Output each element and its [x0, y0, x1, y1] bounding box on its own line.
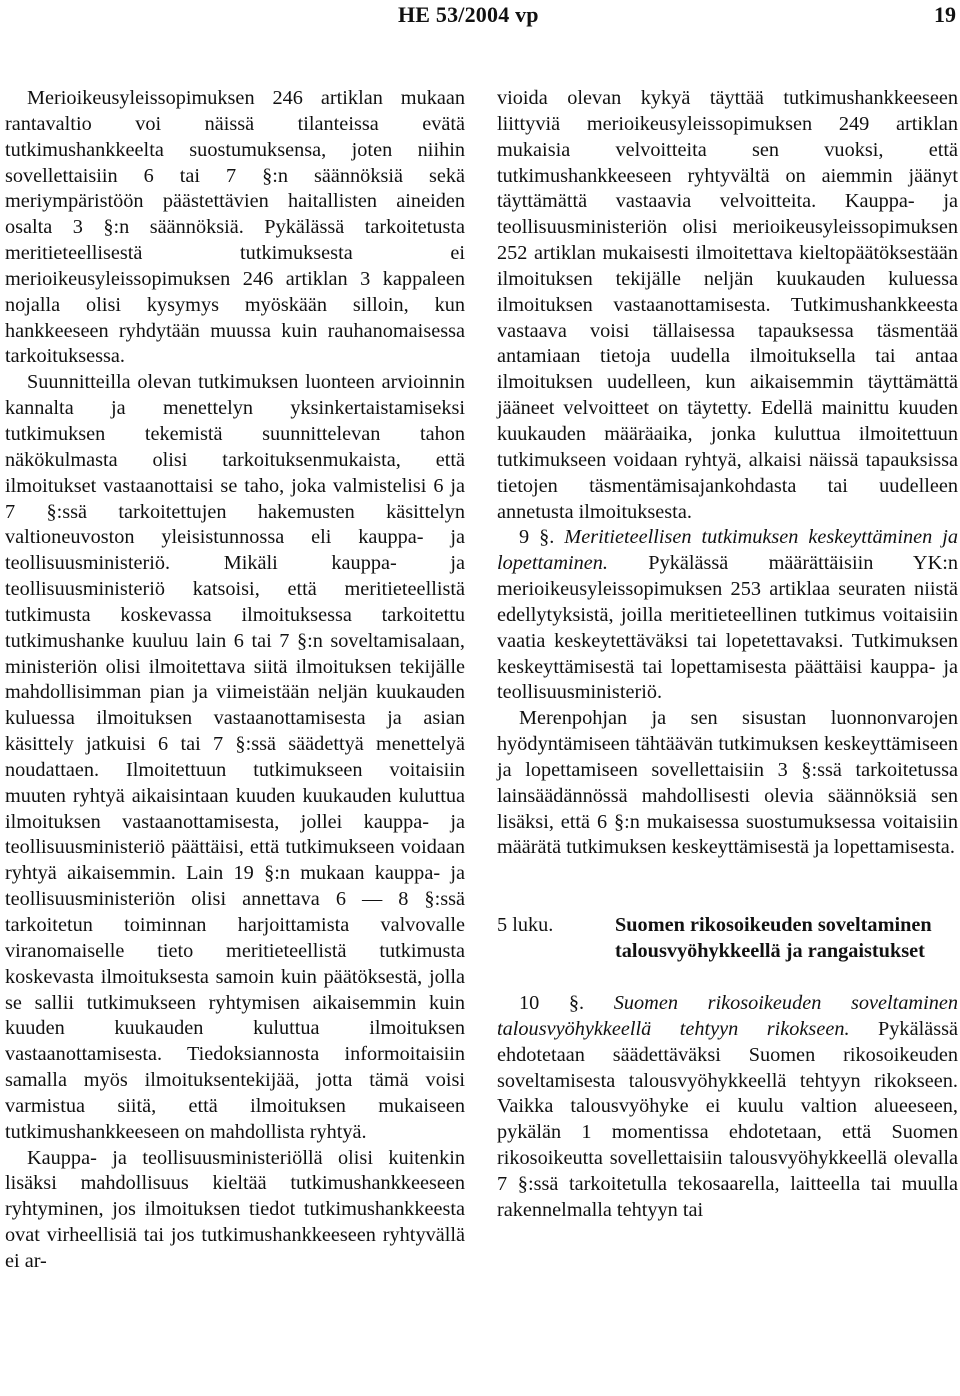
chapter-number: 5 luku.: [497, 914, 554, 937]
page-header: [0, 0, 960, 40]
chapter-title: Suomen rikosoikeuden soveltaminen talousvyöhykkeellä ja rangaistukset: [615, 914, 932, 963]
page-number: 19: [934, 2, 956, 27]
paragraph: Suunnitteilla olevan tutkimuksen luonteen arvioinnin kannalta ja menettelyn yksinkertaistamiseksi tutkimuksen tekemistä suunnittelevan tahon näkökulmasta olisi tarkoituksenmukaista, että ilmoitukset vastaanottaisi se taho, joka valmistelisi 6 ja 7 §:ssä tarkoitettujen hakemusten käsittelyn valtioneuvoston yleisistunnossa eli kauppa- ja teollisuusministeriö. Mikäli kauppa- ja teollisuusministeriö katsoisi, että meritieteellistä tutkimusta koskevassa ilmoituksessa tarkoitettu tutkimushanke kuuluu lain 6 tai 7 §:n soveltamisalaan, ministeriön olisi ilmoitettava siitä ilmoituksen tekijälle mahdollisimman pian ja viimeistään neljän kuukauden kuluessa ilmoituksen vastaanottamisesta ja asian käsittely jatkuisi 6 tai 7 §:ssä säädettyä menettelyä noudattaen. Ilmoitettuun tutkimukseen voitaisiin muuten ryhtyä aikaisintaan kuuden kuukauden kuluttua ilmoituksen vastaanottamisesta, jollei kauppa- ja teollisuusministeriö päättäisi, että tutkimukseen voidaan ryhtyä aikaisemmin. Lain 19 §:n mukaan kauppa- ja teollisuusministeriön olisi annettava 6 — 8 §:ssä tarkoitetun toiminnan harjoittamista valvovalle viranomaiselle tieto meritieteellistä tutkimusta koskevasta ilmoituksesta samoin kuin päätöksestä, jolla se sallii tutkimukseen ryhtymisen aikaisemmin kuin kuuden kuukauden kuluttua ilmoituksen vastaanottamisesta. Tiedoksiannosta informoitaisiin samalla myös ilmoituksentekijää, jotta tämä voisi varmistua siitä, että ilmoituksen mukaiseen tutkimushankkeeseen on mahdollista ryhtyä.: [5, 371, 465, 1143]
paragraph: Merenpohjan ja sen sisustan luonnonvarojen hyödyntämiseen tähtäävän tutkimuksen keskeyttämiseen ja lopettamiseen sovellettaisiin 3 §:ssä tarkoitetussa lainsäädännössä mahdollisesti olevia säännöksiä sen lisäksi, että 6 §:n mukaisessa suostumuksessa voitaisiin määrätä tutkimuksen keskeyttämisestä ja lopettamisesta.: [497, 707, 958, 859]
section-9-text: Pykälässä määrättäisiin YK:n merioikeusyleissopimuksen 253 artiklaa seuraten niistä edellytyksistä, joilla meritieteellinen tutkimus voitaisiin vaatia keskeytettäväksi tai lopetettavaksi. Tutkimuksen keskeyttämisestä tai lopettamisesta päättäisi kauppa- ja teollisuusministeriö.: [497, 552, 958, 704]
section-10-text: Pykälässä ehdotetaan säädettäväksi Suomen rikosoikeuden soveltamisesta talousvyöhykkeellä tehtyyn rikokseen. Vaikka talousvyöhyke ei kuulu valtion alueeseen, pykälän 1 momentissa ehdotetaan, että Suomen rikosoikeutta sovellettaisiin talousvyöhykkeellä olevalla 7 §:ssä tarkoitetulla tekosaarella, laitteella tai muulla rakennelmalla tehtyyn tai: [497, 1017, 959, 1221]
section-10-number: 10 §.: [519, 992, 585, 1014]
section-9: [497, 525, 958, 706]
section-10: [497, 991, 958, 1224]
chapter-heading: [497, 913, 958, 965]
paragraph-continuation: vioida olevan kykyä täyttää tutkimushankkeeseen liittyviä merioikeusyleissopimuksen 249 artiklan mukaisia velvoitteita sen vuoksi, että tutkimushankkeeseen ryhtyvältä on aiemmin jäänyt täyttämättä vastaavia velvoitteita. Kauppa- ja teollisuusministeriön olisi merioikeusyleissopimuksen 252 artiklan mukaisesti ilmoitettava kieltopäätöksestään ilmoituksen tekijälle neljän kuukauden kuluessa ilmoituksen vastaanottamisesta. Tutkimushankkeesta vastaava voisi tällaisessa tapauksessa täsmentää antamiaan tietoja uudella ilmoituksella tai antaa ilmoituksen uudelleen, kun aikaisemmin täyttämättä jääneet velvoitteet on täytetty. Edellä mainittu kuuden kuukauden määräaika, jonka kuluttua ilmoitettuun tutkimukseen voidaan ryhtyä, alkaisi näissä tapauksissa tietojen täsmentämisajankohdasta tai uudelleen annetusta ilmoituksesta.: [497, 87, 958, 523]
section-10-title: Suomen rikosoikeuden soveltaminen talousvyöhykkeellä tehtyyn rikokseen.: [497, 992, 958, 1040]
section-9-number: 9 §.: [519, 526, 555, 549]
paragraph: Merioikeusyleissopimuksen 246 artiklan mukaan rantavaltio voi näissä tilanteissa evätä tutkimushankkeelta suostumuksensa, joten niihin sovellettaisiin 6 tai 7 §:n säännöksiä sekä meriympäristöön päästettävien haitallisten aineiden osalta 3 §:n säännöksiä. Pykälässä tarkoitetusta meritieteellisestä tutkimuksesta ei merioikeusyleissopimuksen 246 artiklan 3 kappaleen nojalla olisi kysymys myöskään silloin, kun hankkeeseen ryhdytään muussa kuin rauhanomaisessa tarkoituksessa.: [5, 87, 465, 368]
left-column: [5, 86, 465, 1275]
document-id: HE 53/2004 vp: [398, 2, 539, 27]
right-column: [497, 86, 958, 1224]
section-9-title: Meritieteellisen tutkimuksen keskeyttäminen ja lopettaminen.: [497, 526, 958, 575]
paragraph: Kauppa- ja teollisuusministeriöllä olisi kuitenkin lisäksi mahdollisuus kieltää tutkimushankkeeseen ryhtyminen, jos ilmoituksen tiedot tutkimushankkeesta ovat virheellisiä tai jos tutkimushankkeeseen ryhtyvällä ei ar-: [5, 1146, 465, 1272]
